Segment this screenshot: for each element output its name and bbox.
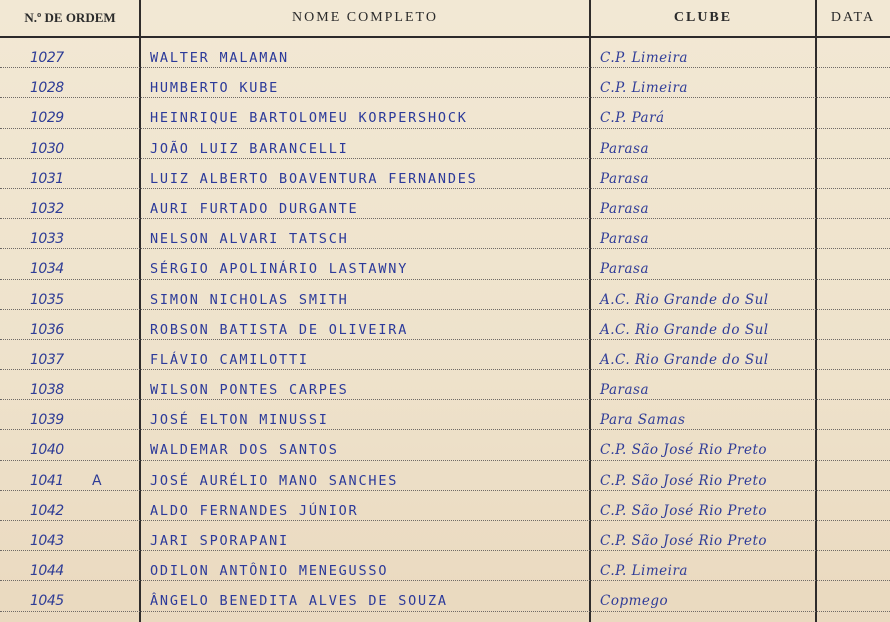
row-club: Parasa xyxy=(600,382,650,399)
table-row xyxy=(0,400,890,430)
row-club: Parasa xyxy=(600,170,650,187)
row-mark xyxy=(92,521,112,551)
row-date xyxy=(820,159,886,189)
row-date xyxy=(820,68,886,98)
row-club: C.P. São José Rio Preto xyxy=(600,442,768,459)
row-number: 1037 xyxy=(30,351,64,368)
row-date xyxy=(820,400,886,430)
table-row xyxy=(0,159,890,189)
row-mark xyxy=(92,310,112,340)
table-row xyxy=(0,491,890,521)
row-mark xyxy=(92,38,112,68)
row-number: 1043 xyxy=(30,533,64,549)
row-club: C.P. São José Rio Preto xyxy=(600,502,768,519)
row-name: FLÁVIO CAMILOTTI xyxy=(150,351,309,368)
row-name: HUMBERTO KUBE xyxy=(150,80,280,97)
row-mark xyxy=(92,219,112,249)
header-ordem: N.º DE ORDEM xyxy=(24,10,116,25)
row-club: C.P. Limeira xyxy=(600,563,688,580)
row-name: WILSON PONTES CARPES xyxy=(150,382,349,399)
row-number: 1028 xyxy=(30,80,64,97)
row-club: Parasa xyxy=(600,140,650,157)
row-number: 1041 xyxy=(30,472,64,489)
ledger-rows xyxy=(0,38,890,612)
row-date xyxy=(820,521,886,551)
row-number: 1045 xyxy=(30,593,64,610)
row-name: JOSÉ AURÉLIO MANO SANCHES xyxy=(150,472,399,489)
row-name: JOÃO LUIZ BARANCELLI xyxy=(150,140,349,157)
table-row xyxy=(0,521,890,551)
row-date xyxy=(820,551,886,581)
row-club: A.C. Rio Grande do Sul xyxy=(600,321,769,338)
header-nome: NOME COMPLETO xyxy=(292,10,438,25)
row-mark xyxy=(92,189,112,219)
row-name: NELSON ALVARI TATSCH xyxy=(150,231,349,248)
row-name: JOSÉ ELTON MINUSSI xyxy=(150,412,329,429)
table-row xyxy=(0,249,890,279)
table-row xyxy=(0,430,890,460)
row-number: 1033 xyxy=(30,231,64,248)
row-date xyxy=(820,461,886,491)
row-name: HEINRIQUE BARTOLOMEU KORPERSHOCK xyxy=(150,110,468,127)
row-date xyxy=(820,581,886,611)
row-date xyxy=(820,38,886,68)
row-date xyxy=(820,430,886,460)
row-date xyxy=(820,98,886,128)
table-row xyxy=(0,551,890,581)
table-row xyxy=(0,219,890,249)
row-mark xyxy=(92,370,112,400)
row-mark xyxy=(92,400,112,430)
row-number: 1035 xyxy=(30,291,64,308)
row-number: 1036 xyxy=(30,321,64,338)
row-date xyxy=(820,310,886,340)
row-number: 1034 xyxy=(30,261,64,278)
row-mark xyxy=(92,129,112,159)
table-row xyxy=(0,189,890,219)
row-mark xyxy=(92,491,112,521)
row-club: C.P. São José Rio Preto xyxy=(600,533,768,549)
row-name: SIMON NICHOLAS SMITH xyxy=(150,291,349,308)
row-name: LUIZ ALBERTO BOAVENTURA FERNANDES xyxy=(150,170,478,187)
row-club: C.P. Pará xyxy=(600,110,665,127)
row-number: 1032 xyxy=(30,200,64,217)
header-data: DATA xyxy=(830,10,876,25)
row-club: Parasa xyxy=(600,231,650,248)
table-row xyxy=(0,98,890,128)
table-row xyxy=(0,581,890,611)
row-date xyxy=(820,189,886,219)
table-row xyxy=(0,38,890,68)
table-row xyxy=(0,280,890,310)
row-club: C.P. Limeira xyxy=(600,50,688,66)
table-row xyxy=(0,129,890,159)
row-club: Copmego xyxy=(600,593,669,610)
row-club: A.C. Rio Grande do Sul xyxy=(600,351,769,368)
table-row xyxy=(0,461,890,491)
row-club: C.P. São José Rio Preto xyxy=(600,472,768,489)
row-number: 1031 xyxy=(30,170,64,187)
header-clube: CLUBE xyxy=(673,10,733,25)
row-club: Para Samas xyxy=(600,412,686,429)
row-name: JARI SPORAPANI xyxy=(150,533,289,549)
row-mark: A xyxy=(92,472,102,489)
table-row xyxy=(0,68,890,98)
table-row xyxy=(0,370,890,400)
row-number: 1039 xyxy=(30,412,64,429)
table-row xyxy=(0,340,890,370)
row-mark xyxy=(92,340,112,370)
row-name: ODILON ANTÔNIO MENEGUSSO xyxy=(150,563,389,580)
row-name: ALDO FERNANDES JÚNIOR xyxy=(150,502,359,519)
row-number: 1042 xyxy=(30,502,64,519)
row-mark xyxy=(92,430,112,460)
row-date xyxy=(820,340,886,370)
row-number: 1027 xyxy=(30,50,64,66)
row-name: ROBSON BATISTA DE OLIVEIRA xyxy=(150,321,409,338)
row-mark xyxy=(92,98,112,128)
table-row xyxy=(0,310,890,340)
row-mark xyxy=(92,280,112,310)
row-club: Parasa xyxy=(600,200,650,217)
row-name: AURI FURTADO DURGANTE xyxy=(150,200,359,217)
row-date xyxy=(820,280,886,310)
row-name: WALTER MALAMAN xyxy=(150,50,289,66)
row-mark xyxy=(92,159,112,189)
table-header xyxy=(0,0,890,38)
row-date xyxy=(820,370,886,400)
row-name: WALDEMAR DOS SANTOS xyxy=(150,442,339,459)
row-name: ÂNGELO BENEDITA ALVES DE SOUZA xyxy=(150,593,448,610)
row-mark xyxy=(92,551,112,581)
row-number: 1040 xyxy=(30,442,64,459)
row-number: 1029 xyxy=(30,110,64,127)
row-club: Parasa xyxy=(600,261,650,278)
row-name: SÉRGIO APOLINÁRIO LASTAWNY xyxy=(150,261,409,278)
row-number: 1044 xyxy=(30,563,64,580)
row-date xyxy=(820,249,886,279)
row-date xyxy=(820,219,886,249)
row-mark xyxy=(92,68,112,98)
row-number: 1038 xyxy=(30,382,64,399)
row-club: C.P. Limeira xyxy=(600,80,688,97)
row-club: A.C. Rio Grande do Sul xyxy=(600,291,769,308)
row-number: 1030 xyxy=(30,140,64,157)
row-mark xyxy=(92,581,112,611)
row-date xyxy=(820,491,886,521)
row-date xyxy=(820,129,886,159)
row-mark xyxy=(92,249,112,279)
